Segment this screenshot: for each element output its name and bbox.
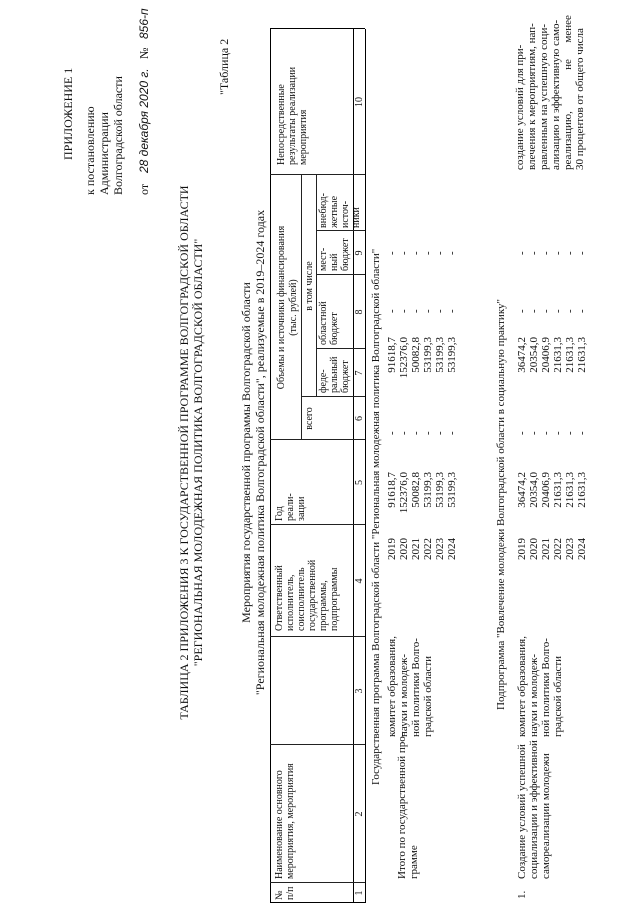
total-total-0: 91618,7 bbox=[386, 472, 398, 508]
row1-federal-4: - bbox=[564, 431, 576, 435]
total-total-2: 50082,8 bbox=[410, 472, 422, 508]
total-total-5: 53199,3 bbox=[446, 472, 458, 508]
row1-local-0: - bbox=[516, 309, 528, 313]
row1-year-2: 2021 bbox=[540, 538, 552, 560]
number-prefix: № bbox=[137, 47, 151, 59]
vline-0 bbox=[270, 902, 365, 903]
total-extra-2: - bbox=[410, 251, 422, 255]
row1-total-4: 21631,3 bbox=[564, 472, 576, 508]
appendix-line3: Волгоградской области bbox=[111, 76, 125, 195]
row1-extra-3: - bbox=[552, 251, 564, 255]
total-regional-0: 91618,7 bbox=[386, 337, 398, 373]
row1-extra-2: - bbox=[540, 251, 552, 255]
row1-local-1: - bbox=[528, 309, 540, 313]
row1-regional-0: 36474,2 bbox=[516, 337, 528, 373]
vline-1 bbox=[270, 882, 365, 883]
row1-total-0: 36474,2 bbox=[516, 472, 528, 508]
total-year-4: 2023 bbox=[434, 538, 446, 560]
row1-responsible: комитет образования, науки и молодеж- ной политики Волго- градской области bbox=[516, 636, 564, 737]
total-row-name: Итого по государственной про- грамме bbox=[396, 732, 420, 879]
date-prefix: от bbox=[137, 183, 151, 195]
total-year-5: 2024 bbox=[446, 538, 458, 560]
row1-federal-5: - bbox=[576, 431, 588, 435]
appendix-line2: Администрации bbox=[97, 112, 111, 195]
header-results: Непосредственные результаты реализации мероприятия bbox=[276, 66, 309, 165]
total-regional-4: 53199,3 bbox=[434, 337, 446, 373]
table-label: "Таблица 2 bbox=[217, 38, 231, 95]
total-local-3: - bbox=[422, 309, 434, 313]
appendix-line1: к постановлению bbox=[83, 106, 97, 195]
row1-local-3: - bbox=[552, 309, 564, 313]
header-year: Год реали- зации bbox=[274, 493, 307, 521]
total-total-4: 53199,3 bbox=[434, 472, 446, 508]
total-local-0: - bbox=[386, 309, 398, 313]
header-num: № п/п bbox=[274, 886, 296, 900]
doc-title-line1: ТАБЛИЦА 2 ПРИЛОЖЕНИЯ 3 К ГОСУДАРСТВЕННОЙ ПРОГРАММЕ ВОЛГОГРАДСКОЙ ОБЛАСТИ bbox=[177, 185, 191, 720]
header-volumes: Объемы и источники финансирования bbox=[276, 225, 287, 390]
header-including: в том числе bbox=[304, 261, 315, 311]
total-extra-3: - bbox=[422, 251, 434, 255]
row1-local-5: - bbox=[576, 309, 588, 313]
total-extra-1: - bbox=[398, 251, 410, 255]
total-row-responsible: комитет образования, науки и молодеж- ной политики Волго- градской области bbox=[386, 636, 434, 737]
row1-federal-2: - bbox=[540, 431, 552, 435]
row1-extra-5: - bbox=[576, 251, 588, 255]
total-extra-5: - bbox=[446, 251, 458, 255]
row1-extra-4: - bbox=[564, 251, 576, 255]
including-line bbox=[316, 175, 317, 397]
row1-total-5: 21631,3 bbox=[576, 472, 588, 508]
vline-11 bbox=[270, 28, 365, 29]
row1-year-0: 2019 bbox=[516, 538, 528, 560]
header-volumes-unit: (тыс. рублей) bbox=[288, 279, 299, 336]
total-local-4: - bbox=[434, 309, 446, 313]
row1-year-1: 2020 bbox=[528, 538, 540, 560]
total-extra-0: - bbox=[386, 251, 398, 255]
row1-total-1: 20354,0 bbox=[528, 472, 540, 508]
total-regional-3: 53199,3 bbox=[422, 337, 434, 373]
total-federal-1: - bbox=[398, 431, 410, 435]
colnum-6: 6 bbox=[354, 416, 365, 421]
row1-year-5: 2024 bbox=[576, 538, 588, 560]
row1-regional-5: 21631,3 bbox=[576, 337, 588, 373]
total-regional-1: 152376,0 bbox=[398, 337, 410, 379]
row1-num: 1. bbox=[516, 890, 528, 899]
colnum-7: 7 bbox=[354, 370, 365, 376]
row1-regional-1: 20354,0 bbox=[528, 337, 540, 373]
header-local: мест- ный бюджет bbox=[318, 238, 351, 271]
header-federal: феде- ральный бюджет bbox=[318, 356, 351, 393]
header-regional: областной бюджет bbox=[318, 301, 340, 345]
doc-title-line2: "РЕГИОНАЛЬНАЯ МОЛОДЕЖНАЯ ПОЛИТИКА ВОЛГОГРАДСКОЙ ОБЛАСТИ" bbox=[191, 238, 205, 667]
row1-regional-3: 21631,3 bbox=[552, 337, 564, 373]
row1-total-3: 21631,3 bbox=[552, 472, 564, 508]
total-extra-4: - bbox=[434, 251, 446, 255]
total-local-1: - bbox=[398, 309, 410, 313]
total-year-3: 2022 bbox=[422, 538, 434, 560]
table-top-border bbox=[270, 29, 271, 903]
row1-result: создание условий для при- влечения к мероприятиям, нап- равленным на успешную соци- ализацию и эффективную само- реализацию, не менее 30 процентов от общего числа bbox=[514, 15, 586, 170]
row1-total-2: 20406,9 bbox=[540, 472, 552, 508]
row1-federal-0: - bbox=[516, 431, 528, 435]
section-subprogram: Подпрограмма "Вовлечение молодежи Волгоградской области в социальную практику" bbox=[495, 299, 507, 710]
vline-3 bbox=[270, 636, 365, 637]
vline-4 bbox=[270, 524, 365, 525]
vline-2 bbox=[270, 744, 365, 745]
total-local-5: - bbox=[446, 309, 458, 313]
total-federal-0: - bbox=[386, 431, 398, 435]
number-value: 856-п bbox=[137, 8, 151, 39]
row1-name: Создание условий успешной социализации и эффективной самореализации молодежи bbox=[516, 740, 552, 879]
date-value: 28 декабря 2020 г. bbox=[137, 68, 151, 173]
volumes-unit-line bbox=[301, 175, 302, 440]
colnum-2: 2 bbox=[354, 811, 365, 817]
header-extrabudget: внебюд- жетные источ- ники bbox=[318, 193, 362, 228]
total-year-2: 2021 bbox=[410, 538, 422, 560]
total-regional-5: 53199,3 bbox=[446, 337, 458, 373]
total-federal-3: - bbox=[422, 431, 434, 435]
row1-year-4: 2023 bbox=[564, 538, 576, 560]
row1-local-4: - bbox=[564, 309, 576, 313]
appendix-title: ПРИЛОЖЕНИЕ 1 bbox=[61, 67, 75, 160]
total-total-1: 152376,0 bbox=[398, 472, 410, 514]
header-name: Наименование основного мероприятия, мероприятия bbox=[274, 763, 296, 879]
row1-local-2: - bbox=[540, 309, 552, 313]
colnum-4: 4 bbox=[354, 578, 365, 584]
total-federal-2: - bbox=[410, 431, 422, 435]
colnum-1: 1 bbox=[354, 890, 365, 896]
row1-year-3: 2022 bbox=[552, 538, 564, 560]
row1-regional-4: 21631,3 bbox=[564, 337, 576, 373]
total-local-2: - bbox=[410, 309, 422, 313]
total-year-0: 2019 bbox=[386, 538, 398, 560]
total-federal-5: - bbox=[446, 431, 458, 435]
colnum-9: 9 bbox=[354, 250, 365, 256]
colnum-8: 8 bbox=[354, 309, 365, 315]
header-total: всего bbox=[304, 407, 315, 430]
colnum-5: 5 bbox=[354, 480, 365, 485]
row1-extra-0: - bbox=[516, 251, 528, 255]
subtitle-line2: "Региональная молодежная политика Волгоградской области", реализуемые в 2019–2024 годах bbox=[253, 209, 267, 696]
colnum-3: 3 bbox=[354, 688, 365, 694]
section-program: Государственная программа Волгоградской области "Региональная молодежная политика Волгоградской области" bbox=[370, 248, 382, 785]
subtitle-line1: Мероприятия государственной программы Волгоградской области bbox=[239, 282, 253, 623]
colnum-10: 10 bbox=[354, 97, 365, 107]
total-total-3: 53199,3 bbox=[422, 472, 434, 508]
total-regional-2: 50082,8 bbox=[410, 337, 422, 373]
row1-extra-1: - bbox=[528, 251, 540, 255]
row1-federal-1: - bbox=[528, 431, 540, 435]
row1-regional-2: 20406,9 bbox=[540, 337, 552, 373]
row1-federal-3: - bbox=[552, 431, 564, 435]
header-responsible: Ответственный исполнитель, соисполнитель государственной программы, подпрограммы bbox=[274, 559, 340, 631]
colnum-bottom-border bbox=[365, 29, 366, 903]
total-year-1: 2020 bbox=[398, 538, 410, 560]
total-federal-4: - bbox=[434, 431, 446, 435]
